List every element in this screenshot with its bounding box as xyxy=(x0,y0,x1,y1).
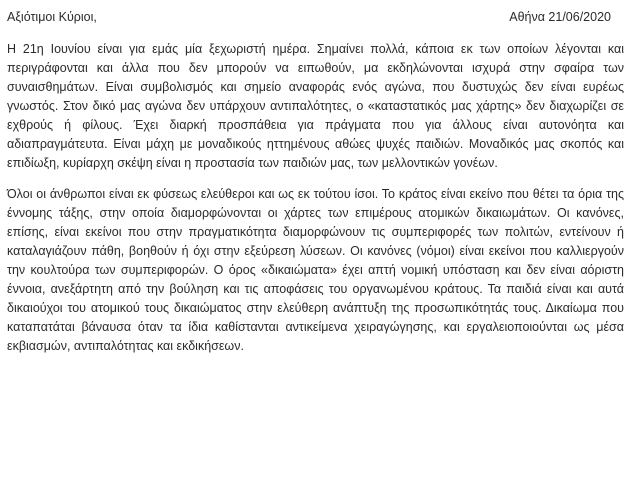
paragraph-1: Η 21η Ιουνίου είναι για εμάς μία ξεχωριστή ημέρα. Σημαίνει πολλά, κάποια εκ των οποίων λέγονται και περιγράφονται και άλλα που δεν μπορούν να ειπωθούν, μα εκδηλώνονται ισχυρά στην σφαίρα των συναισθημάτων. Είναι συμβολισμός και σημείο αναφοράς ενός αγώνα, που δυστυχώς δεν είναι ευρέως γνωστός. Στον δικό μας αγώνα δεν υπάρχουν αντιπαλότητες, ο «καταστατικός μας χάρτης» δεν διαχωρίζει σε εχθρούς ή φίλους. Έχει διαρκή προσπάθεια για πράγματα που για άλλους είναι αυτονόητα και αδιαπραγμάτευτα. Είναι μάχη με μοναδικούς ηττημένους αθώες ψυχές παιδιών. Μοναδικός μας σκοπός και επιδίωξη, κυρίαρχη σκέψη είναι η προστασία των παιδιών μας, των μελλοντικών γονέων. xyxy=(7,42,624,170)
paragraph-2: Όλοι οι άνθρωποι είναι εκ φύσεως ελεύθεροι και ως εκ τούτου ίσοι. Το κράτος είναι εκείνο που θέτει τα όρια της έννομης τάξης, στην οποία διαμορφώνονται οι χάρτες των επιμέρους ατομικών δικαιωμάτων. Οι κανόνες, επίσης, είναι εκείνοι που στην πραγματικότητα διαμορφώνουν τις συμπεριφορές των πολιτών, εντείνουν ή καταλαγιάζουν πάθη, βοηθούν ή όχι στην εξεύρεση λύσεων. Οι κανόνες (νόμοι) είναι εκείνοι που καλλιεργούν την κουλτούρα των συμπεριφορών. Ο όρος «δικαιώματα» έχει απτή νομική υπόσταση και δεν είναι αόριστη έννοια, ανεξάρτητη από την βούληση και τις αποφάσεις του οργανωμένου κράτους. Τα παιδιά είναι και αυτά δικαιούχοι του ατομικού τους δικαιώματος στην ελεύθερη ανάπτυξη της προσωπικότητάς τους. Δικαίωμα που καταπατάται βάναυσα όταν τα ίδια καθίστανται αντικείμενα χειραγώγησης, και εργαλειοποιούνται ως μέσα εκβιασμών, αντιπαλότητας και εκδικήσεων. xyxy=(7,187,624,353)
letter-date: Αθήνα 21/06/2020 xyxy=(509,10,611,24)
letter-greeting: Αξιότιμοι Κύριοι, xyxy=(7,10,97,24)
letter-header xyxy=(7,8,624,27)
